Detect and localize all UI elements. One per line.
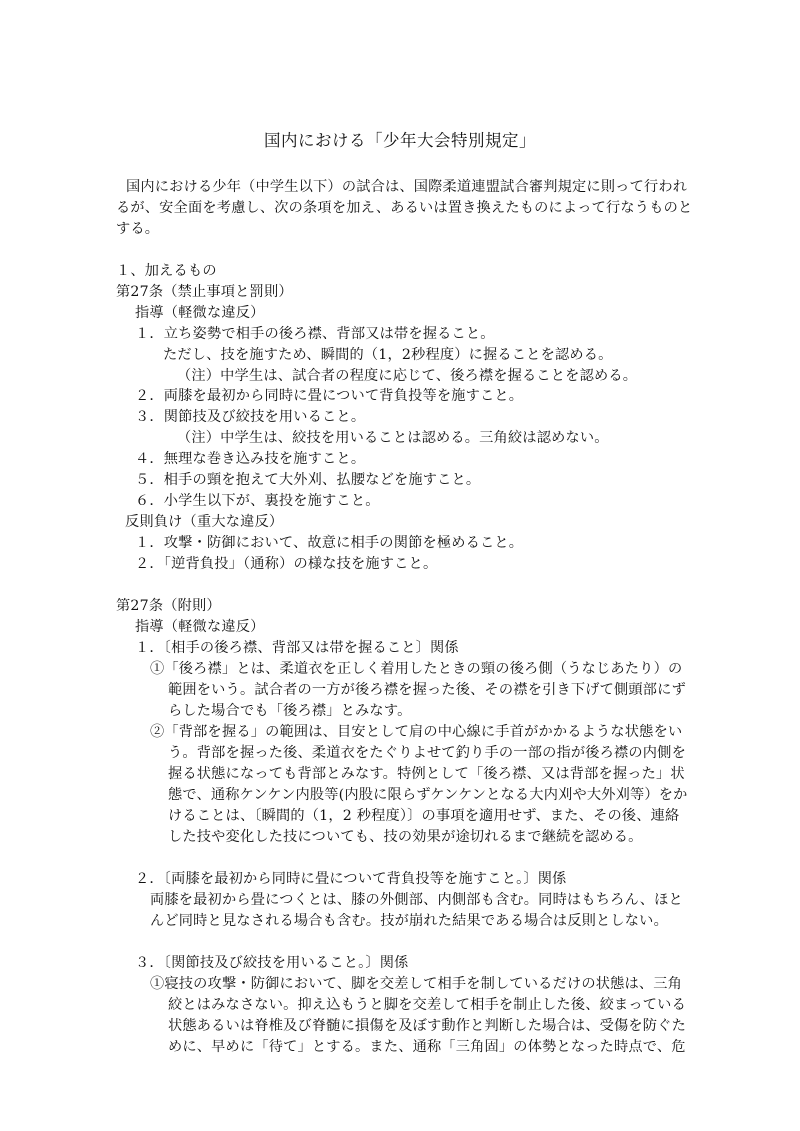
text-line: ②「背部を握る」の範囲は、目安として肩の中心線に手首がかかるような状態をい (150, 724, 683, 740)
text-line: らした場合でも「後ろ襟」とみなす。 (168, 703, 412, 719)
text-line: 範囲をいう。試合者の一方が後ろ襟を握った後、その襟を引き下げて側頭部にず (168, 682, 686, 698)
text-line: んど同時と見なされる場合も含む。技が崩れた結果である場合は反則としない。 (150, 913, 668, 929)
text-line: るが、安全面を考慮し、次の条項を加え、あるいは置き換えたものによって行なうものと (116, 200, 693, 216)
text-line: めに、早めに「待て」とする。また、通称「三角固」の体勢となった時点で、危 (168, 1039, 686, 1055)
text-line: ①「後ろ襟」とは、柔道衣を正しく着用したときの頸の後ろ側（うなじあたり）の (150, 661, 683, 677)
text-line: う。背部を握った後、柔道衣をたぐりよせて釣り手の一部の指が後ろ襟の内側を (168, 745, 686, 761)
text-line: ３．〔関節技及び絞技を用いること。〕関係 (135, 955, 409, 971)
text-line: ２．両膝を最初から同時に畳について背負投等を施すこと。 (135, 388, 524, 404)
text-line: 指導（軽微な違反） (135, 619, 265, 635)
text-line: １．〔相手の後ろ襟、背部又は帯を握ること〕関係 (135, 640, 459, 656)
text-line: ５．相手の頸を抱えて大外刈、払腰などを施すこと。 (135, 472, 481, 488)
text-line: １、加えるもの (116, 263, 217, 279)
text-line: １．立ち姿勢で相手の後ろ襟、背部又は帯を握ること。 (135, 326, 495, 342)
text-line: 両膝を最初から畳につくとは、膝の外側部、内側部も含む。同時はもちろん、ほと (150, 892, 683, 908)
text-line: １．攻撃・防御において、故意に相手の関節を極めること。 (135, 535, 524, 551)
text-line: ４．無理な巻き込み技を施すこと。 (135, 451, 366, 467)
text-line: 状態あるいは脊椎及び脊髄に損傷を及ぼす動作と判断した場合は、受傷を防ぐた (168, 1018, 686, 1034)
text-line: した技や変化した技についても、技の効果が途切れるまで継続を認める。 (168, 829, 643, 845)
text-line: 反則負け（重大な違反） (125, 514, 284, 530)
document-title: 国内における「少年大会特別規定」 (264, 131, 536, 150)
text-line: 第27条（附則） (116, 598, 221, 614)
text-line: ６．小学生以下が、裏投を施すこと。 (135, 493, 380, 509)
text-line: 指導（軽微な違反） (135, 305, 265, 321)
text-line: （注）中学生は、絞技を用いることは認める。三角絞は認めない。 (177, 430, 609, 446)
text-line: する。 (116, 221, 160, 237)
text-line: 絞とはみなさない。抑え込もうと脚を交差して相手を制止した後、絞まっている (168, 997, 686, 1013)
text-line: ２．「逆背負投」（通称）の様な技を施すこと。 (135, 556, 438, 572)
text-line: ３．関節技及び絞技を用いること。 (135, 409, 366, 425)
text-line: 態で、通称ケンケン内股等(内股に限らずケンケンとなる大内刈や大外刈等）をか (168, 787, 688, 803)
text-line: けることは、〔瞬間的（1，2 秒程度）〕の事項を適用せず、また、その後、連絡 (168, 808, 680, 824)
text-line: 国内における少年（中学生以下）の試合は、国際柔道連盟試合審判規定に則って行われ (126, 179, 688, 195)
text-line: （注）中学生は、試合者の程度に応じて、後ろ襟を握ることを認める。 (177, 368, 638, 384)
text-line: 第27条（禁止事項と罰則） (116, 284, 293, 300)
text-line: 握る状態になっても背部とみなす。特例として「後ろ襟、又は背部を握った」状 (168, 766, 685, 782)
text-line: ただし、技を施すため、瞬間的（1，2秒程度）に握ることを認める。 (163, 347, 613, 363)
text-line: ①寝技の攻撃・防御において、脚を交差して相手を制しているだけの状態は、三角 (150, 976, 683, 992)
text-line: ２．〔両膝を最初から同時に畳について背負投等を施すこと。〕関係 (135, 871, 567, 887)
